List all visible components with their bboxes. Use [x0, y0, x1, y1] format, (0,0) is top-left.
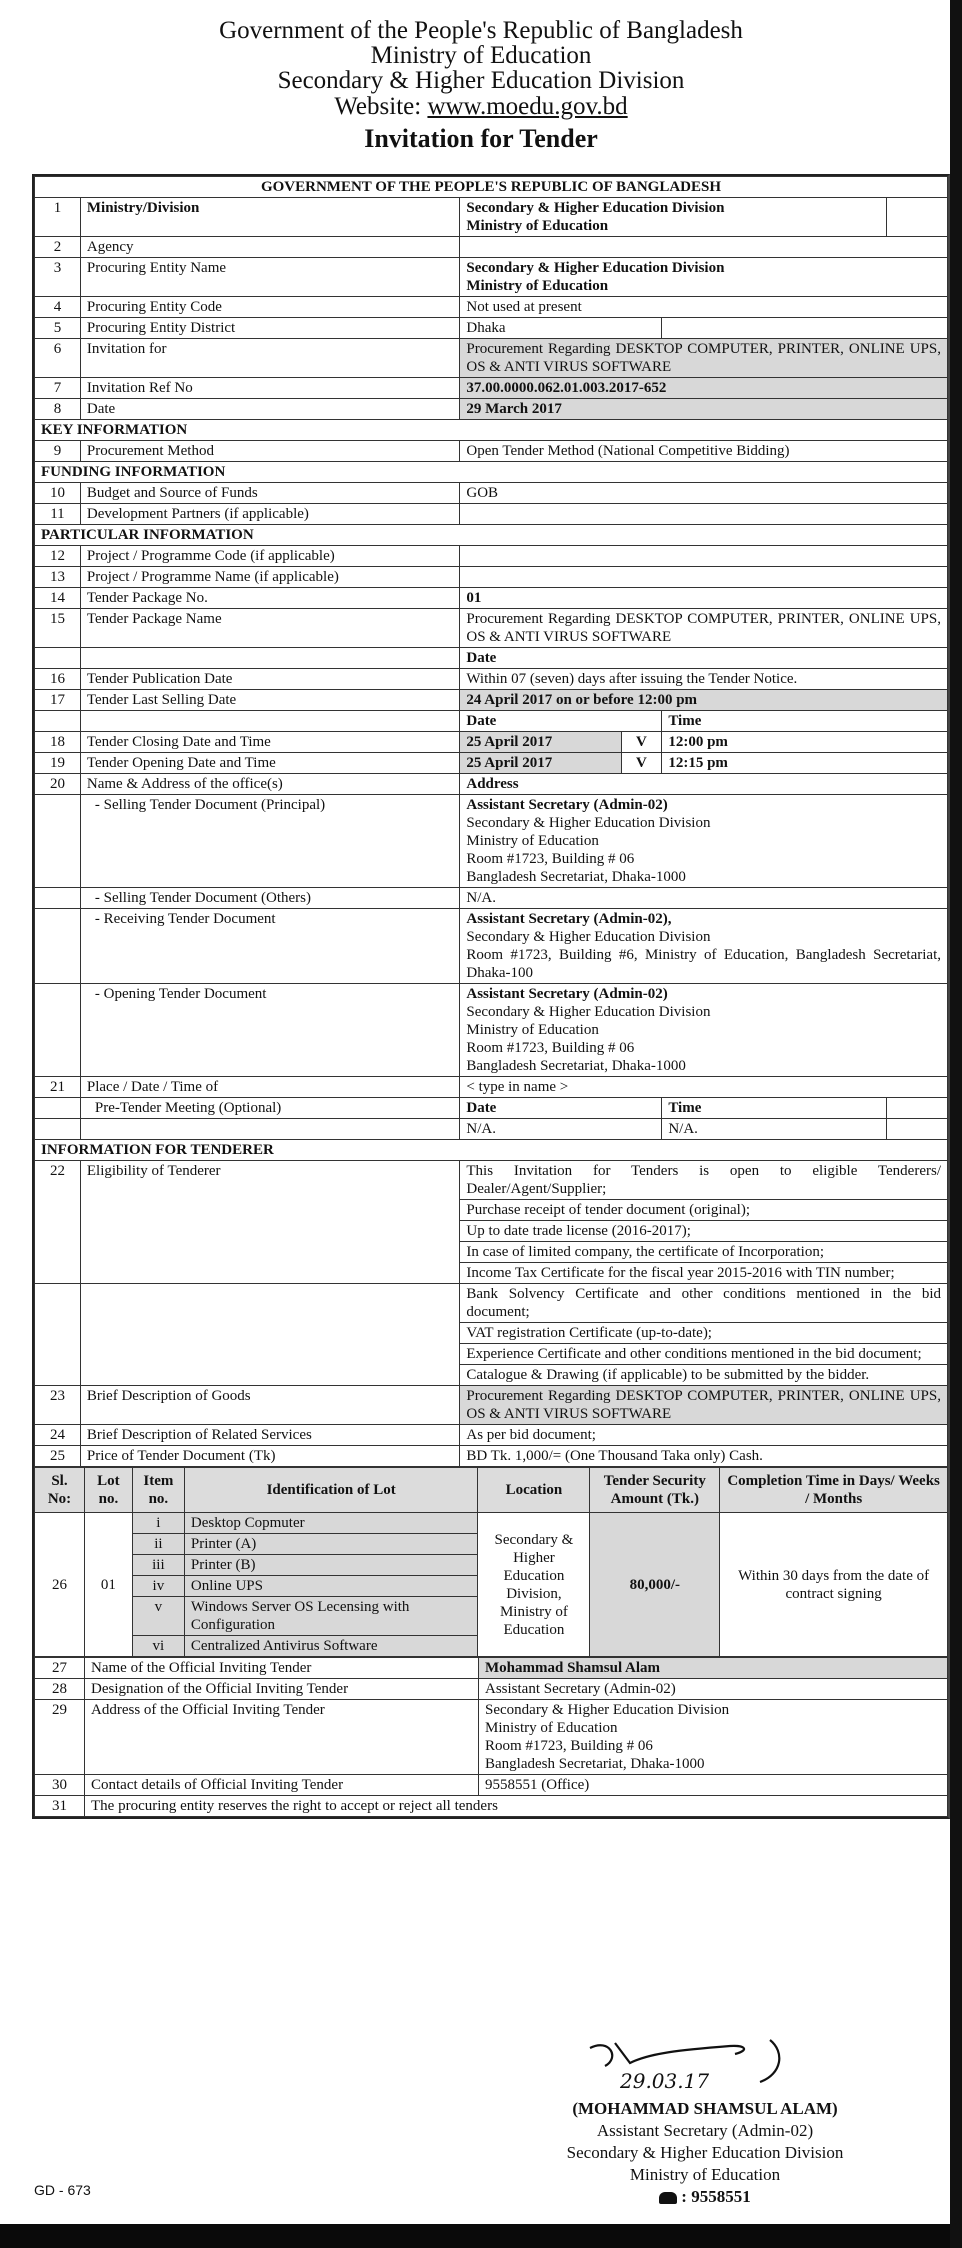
table-row: VAT registration Certificate (up-to-date);: [35, 1323, 948, 1344]
table-row: 11 Development Partners (if applicable): [35, 504, 948, 525]
header-government: Government of the People's Republic of Bangladesh: [219, 17, 743, 44]
lot-item-row: ii Printer (A): [35, 1534, 948, 1555]
signature-scribble: [560, 2028, 830, 2098]
header-division: Secondary & Higher Education Division: [277, 67, 685, 94]
header-website-line: [0, 93, 962, 120]
table-row: 21 Place / Date / Time of < type in name >: [35, 1077, 948, 1098]
document-header: [0, 0, 962, 154]
phone-icon: [659, 2192, 677, 2204]
table-row: 7 Invitation Ref No 37.00.0000.062.01.003.2017-652: [35, 378, 948, 399]
table-row: 1 Ministry/Division Secondary & Higher Education Division Ministry of Education: [35, 198, 948, 237]
scan-edge-right: [950, 0, 962, 2248]
table-row: 31 The procuring entity reserves the right to accept or reject all tenders: [35, 1796, 948, 1817]
table-row: N/A. N/A.: [35, 1119, 948, 1140]
website-label: Website:: [334, 93, 428, 120]
table-row: 20 Name & Address of the office(s) Address: [35, 774, 948, 795]
section-key-information: KEY INFORMATION: [35, 420, 948, 441]
table-row: Income Tax Certificate for the fiscal year 2015-2016 with TIN number;: [35, 1263, 948, 1284]
signatory-division: Secondary & Higher Education Division: [566, 2143, 844, 2162]
table-row: Bank Solvency Certificate and other conditions mentioned in the bid document;: [35, 1284, 948, 1323]
table-row: 24 Brief Description of Related Services As per bid document;: [35, 1425, 948, 1446]
table-row: 2 Agency: [35, 237, 948, 258]
lot-item-row: 26 01 i Desktop Copmuter Secondary & Higher Education Division, Ministry of Education 80,000/- Within 30 days from the date of contract signing: [35, 1513, 948, 1534]
table-row: 5 Procuring Entity District Dhaka: [35, 318, 948, 339]
signatory-name: (MOHAMMAD SHAMSUL ALAM): [572, 2099, 838, 2118]
table-row: 16 Tender Publication Date Within 07 (seven) days after issuing the Tender Notice.: [35, 669, 948, 690]
website-link[interactable]: www.moedu.gov.bd: [427, 93, 628, 120]
table-row: 17 Tender Last Selling Date 24 April 2017 on or before 12:00 pm: [35, 690, 948, 711]
table-row: Purchase receipt of tender document (original);: [35, 1200, 948, 1221]
table-title-row: GOVERNMENT OF THE PEOPLE'S REPUBLIC OF BANGLADESH: [35, 177, 948, 198]
lot-item-row: iii Printer (B): [35, 1555, 948, 1576]
table-row: Pre-Tender Meeting (Optional) Date Time: [35, 1098, 948, 1119]
table-row: 28 Designation of the Official Inviting Tender Assistant Secretary (Admin-02): [35, 1679, 948, 1700]
table-row: 13 Project / Programme Name (if applicable): [35, 567, 948, 588]
tender-tail-table: [34, 1657, 948, 1817]
signatory-phone: : 9558551: [540, 2186, 870, 2208]
lot-item-row: v Windows Server OS Lecensing with Configuration: [35, 1597, 948, 1636]
signatory-designation: Assistant Secretary (Admin-02): [596, 2121, 814, 2140]
section-funding-information: FUNDING INFORMATION: [35, 462, 948, 483]
table-row: 22 Eligibility of Tenderer This Invitation for Tenders is open to eligible Tenderers/ Dealer/Agent/Supplier;: [35, 1161, 948, 1200]
lot-item-row: iv Online UPS: [35, 1576, 948, 1597]
section-particular-information: PARTICULAR INFORMATION: [35, 525, 948, 546]
lot-table: [34, 1467, 948, 1657]
table-row: 9 Procurement Method Open Tender Method (National Competitive Bidding): [35, 441, 948, 462]
lot-item-row: vi Centralized Antivirus Software: [35, 1636, 948, 1657]
table-row: 30 Contact details of Official Inviting Tender 9558551 (Office): [35, 1775, 948, 1796]
signature-block: [540, 2098, 870, 2208]
footer-code: GD - 673: [34, 2182, 91, 2198]
signatory-ministry: Ministry of Education: [629, 2165, 781, 2184]
table-row: 8 Date 29 March 2017: [35, 399, 948, 420]
tender-info-table: [34, 176, 948, 1467]
page-title: Invitation for Tender: [364, 124, 598, 153]
table-row: 6 Invitation for Procurement Regarding DESKTOP COMPUTER, PRINTER, ONLINE UPS, OS & ANTI VIRUS SOFTWARE: [35, 339, 948, 378]
table-row: - Receiving Tender Document Assistant Secretary (Admin-02), Secondary & Higher Education Division Room #1723, Building #6, Ministry of Education, Bangladesh Secretariat, Dhaka-100: [35, 909, 948, 984]
signature-date: 29.03.17: [620, 2069, 710, 2093]
table-row: - Selling Tender Document (Principal) Assistant Secretary (Admin-02) Secondary & Higher Education Division Ministry of Education Room #1723, Building # 06 Bangladesh Secretariat, Dhaka-1000: [35, 795, 948, 888]
section-information-for-tenderer: INFORMATION FOR TENDERER: [35, 1140, 948, 1161]
scan-edge-bottom: [0, 2224, 962, 2248]
table-row: Catalogue & Drawing (if applicable) to be submitted by the bidder.: [35, 1365, 948, 1386]
table-row: 14 Tender Package No. 01: [35, 588, 948, 609]
table-row: Experience Certificate and other conditions mentioned in the bid document;: [35, 1344, 948, 1365]
table-row: Up to date trade license (2016-2017);: [35, 1221, 948, 1242]
table-row: - Selling Tender Document (Others) N/A.: [35, 888, 948, 909]
table-row: 18 Tender Closing Date and Time 25 April 2017 V 12:00 pm: [35, 732, 948, 753]
table-row: 10 Budget and Source of Funds GOB: [35, 483, 948, 504]
table-row: 19 Tender Opening Date and Time 25 April 2017 V 12:15 pm: [35, 753, 948, 774]
table-row: 15 Tender Package Name Procurement Regarding DESKTOP COMPUTER, PRINTER, ONLINE UPS, OS & ANTI VIRUS SOFTWARE: [35, 609, 948, 648]
table-row: 4 Procuring Entity Code Not used at present: [35, 297, 948, 318]
table-row: 27 Name of the Official Inviting Tender Mohammad Shamsul Alam: [35, 1658, 948, 1679]
table-row: Date Time: [35, 711, 948, 732]
table-row: 3 Procuring Entity Name Secondary & Higher Education Division Ministry of Education: [35, 258, 948, 297]
table-row: 12 Project / Programme Code (if applicable): [35, 546, 948, 567]
table-row: - Opening Tender Document Assistant Secretary (Admin-02) Secondary & Higher Education Division Ministry of Education Room #1723, Building # 06 Bangladesh Secretariat, Dhaka-1000: [35, 984, 948, 1077]
table-row: 25 Price of Tender Document (Tk) BD Tk. 1,000/= (One Thousand Taka only) Cash.: [35, 1446, 948, 1467]
lot-header-row: Sl. No: Lot no. Item no. Identification of Lot Location Tender Security Amount (Tk.) Completion Time in Days/ Weeks / Months: [35, 1468, 948, 1513]
table-row: Date: [35, 648, 948, 669]
table-row: 23 Brief Description of Goods Procurement Regarding DESKTOP COMPUTER, PRINTER, ONLINE UPS, OS & ANTI VIRUS SOFTWARE: [35, 1386, 948, 1425]
tender-table-container: [32, 174, 950, 1819]
table-row: 29 Address of the Official Inviting Tender Secondary & Higher Education Division Ministry of Education Room #1723, Building # 06 Bangladesh Secretariat, Dhaka-1000: [35, 1700, 948, 1775]
header-ministry: Ministry of Education: [370, 42, 592, 69]
table-row: In case of limited company, the certificate of Incorporation;: [35, 1242, 948, 1263]
